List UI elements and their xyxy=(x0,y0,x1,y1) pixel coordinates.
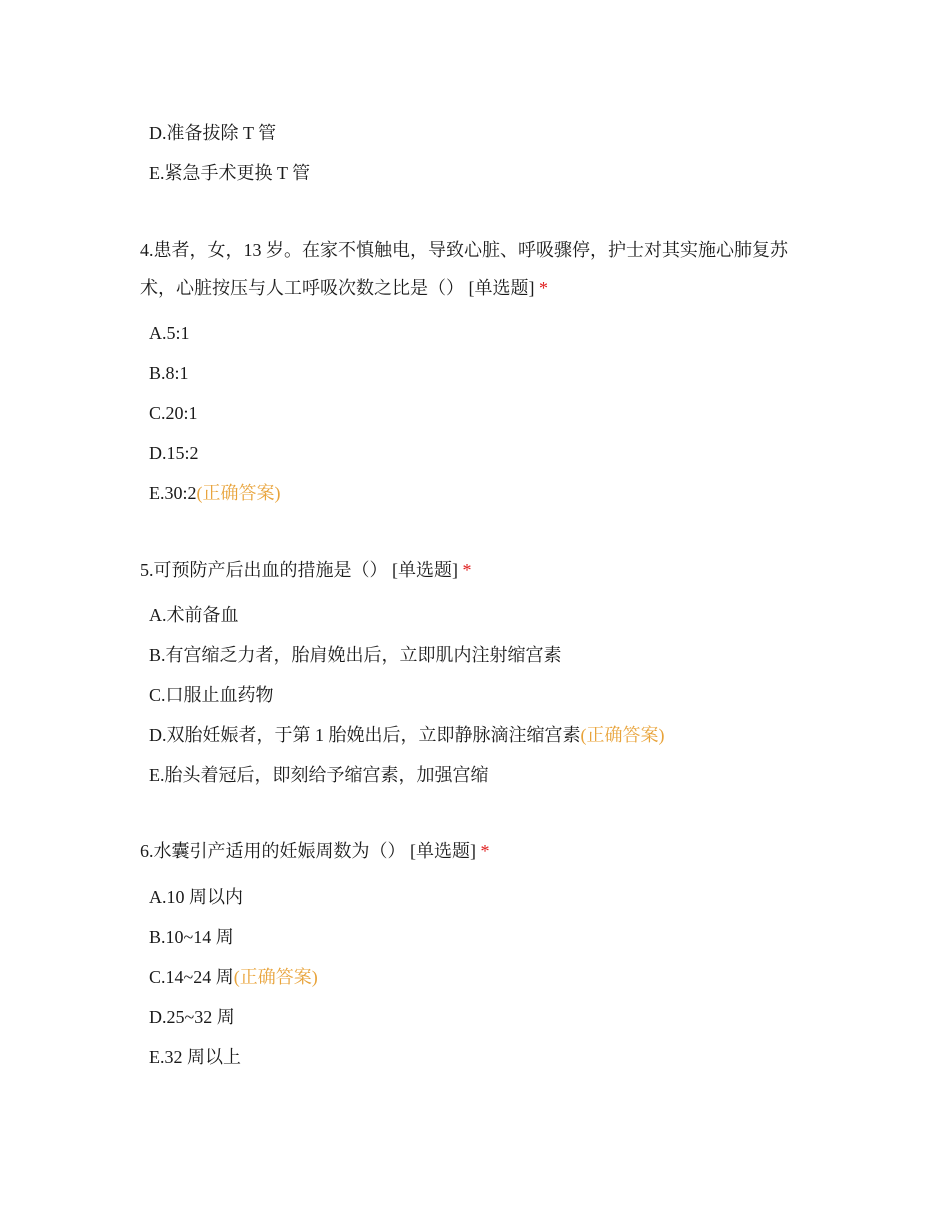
correct-answer-label: (正确答案) xyxy=(580,725,665,745)
option-q4-c xyxy=(149,401,198,425)
question-type-tag: [单选题] xyxy=(392,560,458,580)
required-marker: * xyxy=(539,278,548,298)
option-q4-a xyxy=(149,321,190,345)
option-q5-b xyxy=(149,643,562,667)
option-text: B.有宫缩乏力者，胎肩娩出后，立即肌内注射缩宫素 xyxy=(149,645,562,665)
option-q5-e xyxy=(149,763,489,787)
option-text: E.32 周以上 xyxy=(149,1047,241,1067)
option-q6-a xyxy=(149,885,243,909)
question-5-stem xyxy=(140,551,820,589)
question-type-tag: [单选题] xyxy=(468,278,535,298)
question-4-stem xyxy=(140,231,820,307)
option-text: A.10 周以内 xyxy=(149,887,243,907)
question-type-tag: [单选题] xyxy=(410,841,476,861)
question-6-stem xyxy=(140,832,820,870)
option-q6-e xyxy=(149,1045,241,1069)
option-q4-b xyxy=(149,361,189,385)
option-q6-d xyxy=(149,1005,235,1029)
option-text: A.5:1 xyxy=(149,323,190,343)
option-text: E.胎头着冠后，即刻给予缩宫素，加强宫缩 xyxy=(149,765,489,785)
option-q6-b xyxy=(149,925,234,949)
option-text: C.14~24 周 xyxy=(149,967,234,987)
option-text: D.25~32 周 xyxy=(149,1007,235,1027)
option-q6-c xyxy=(149,965,318,989)
option-text: D.双胎妊娠者，于第 1 胎娩出后，立即静脉滴注缩宫素 xyxy=(149,725,581,745)
option-q5-a xyxy=(149,603,239,627)
option-q5-d xyxy=(149,723,665,747)
question-text: 6.水囊引产适用的妊娠周数为（） xyxy=(140,841,410,861)
option-q3-e xyxy=(149,161,310,185)
option-text: C.20:1 xyxy=(149,403,198,423)
option-q3-d xyxy=(149,121,276,145)
option-text: A.术前备血 xyxy=(149,605,239,625)
question-text: 5.可预防产后出血的措施是（） xyxy=(140,560,392,580)
option-text: D.15:2 xyxy=(149,443,199,463)
option-q4-d xyxy=(149,441,199,465)
option-text: E.30:2 xyxy=(149,483,197,503)
option-text: B.8:1 xyxy=(149,363,189,383)
correct-answer-label: (正确答案) xyxy=(233,967,318,987)
option-text: B.10~14 周 xyxy=(149,927,234,947)
option-q5-c xyxy=(149,683,274,707)
required-marker: * xyxy=(462,560,472,580)
correct-answer-label: (正确答案) xyxy=(196,483,281,503)
option-text: C.口服止血药物 xyxy=(149,685,274,705)
option-text: E.紧急手术更换 T 管 xyxy=(149,163,311,183)
option-text: D.准备拔除 T 管 xyxy=(149,123,277,143)
required-marker: * xyxy=(480,841,490,861)
question-text: 4.患者，女，13 岁。在家不慎触电，导致心脏、呼吸骤停，护士对其实施心肺复苏术，心脏按压与人工呼吸次数之比是（） xyxy=(140,240,788,298)
option-q4-e xyxy=(149,481,281,505)
